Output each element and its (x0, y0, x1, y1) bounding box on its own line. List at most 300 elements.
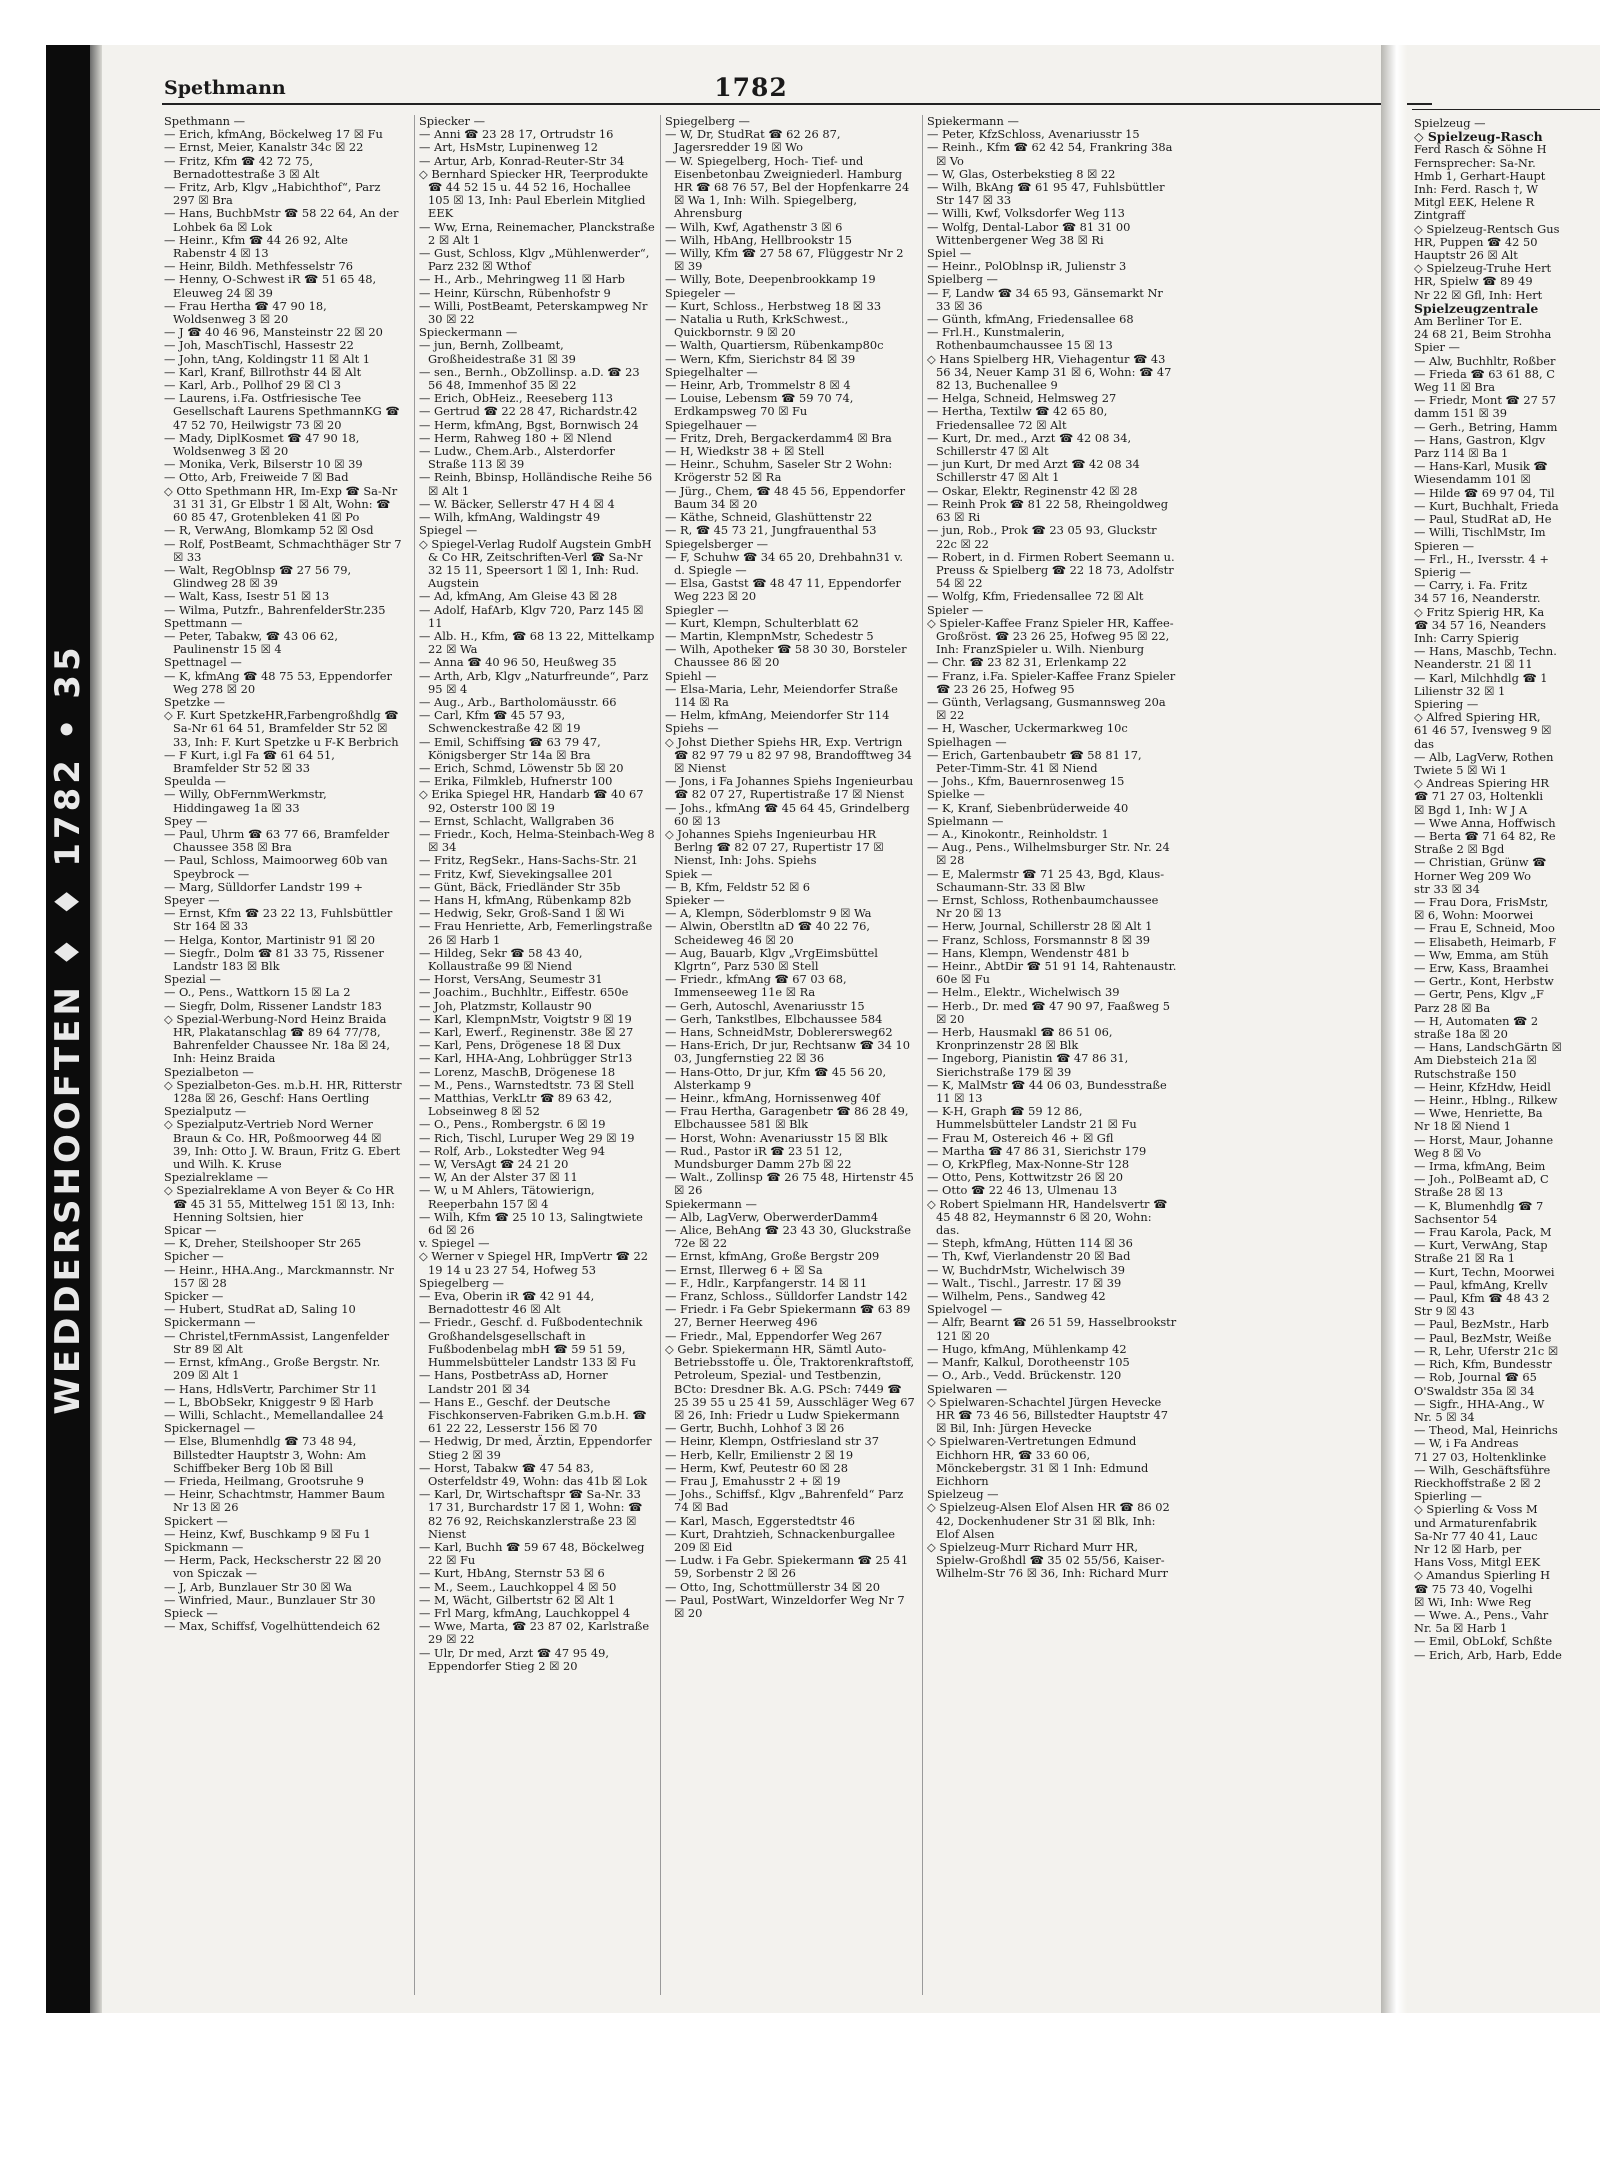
directory-entry: — Herb, Hausmakl ☎ 86 51 06, Kronprinzenstr 28 ☒ Blk (927, 1025, 1113, 1053)
directory-entry: Spieck — (164, 1605, 218, 1620)
directory-entry: — Willy, Kfm ☎ 27 58 67, Flüggestr Nr 2 ☒ 39 (665, 246, 904, 274)
directory-entry: — Kurt, HbAng, Sternstr 53 ☒ 6 (419, 1566, 605, 1581)
directory-entry: — Friedr., kfmAng ☎ 67 03 68, Immenseeweg 11e ☒ Ra (665, 972, 847, 1000)
directory-entry: — Erw, Kass, Braamhei (1414, 961, 1549, 975)
directory-entry: — Gertr, Pens, Klgv „F (1414, 987, 1544, 1002)
directory-entry: — Erich, Schmd, Löwenstr 5b ☒ 20 (419, 760, 624, 775)
directory-entry: — Ernst, Meier, Kanalstr 34c ☒ 22 (164, 140, 364, 155)
directory-entry: — Erich, ObHeiz., Reeseberg 113 (419, 391, 613, 406)
directory-entry: — Hilde ☎ 69 97 04, Til (1414, 485, 1555, 500)
directory-entry: — Heinr., Hblng., Rilkew (1414, 1093, 1558, 1108)
directory-entry: — Rud., Pastor iR ☎ 23 51 12, Mundsburger Damm 27b ☒ 22 (665, 1143, 852, 1172)
directory-entry: — Walt., Tischl., Jarrestr. 17 ☒ 39 (927, 1275, 1122, 1290)
directory-entry: — Herb, Kellr, Emilienstr 2 ☒ 19 (665, 1447, 854, 1462)
directory-entry: Rieckhoffstraße 2 ☒ 2 (1414, 1475, 1542, 1490)
directory-entry: — Gerh, Autoschl, Avenariusstr 15 (665, 998, 865, 1013)
directory-entry: — Frl.H., Kunstmalerin, Rothenbaumchaussee 15 ☒ 13 (927, 325, 1113, 353)
directory-entry: Straße 2 ☒ Bgd (1414, 842, 1505, 857)
directory-entry: Mitgl EEK, Helene R (1414, 195, 1535, 210)
directory-entry: — Willy, ObFernmWerkmstr, Hiddingaweg 1a ☒ 33 (164, 787, 327, 815)
directory-entry: — R, VerwAng, Blomkamp 52 ☒ Osd (164, 523, 374, 538)
directory-entry: — Gertr, Buchh, Lohhof 3 ☒ 26 (665, 1421, 845, 1436)
directory-entry: — Karl, Ewerf., Reginenstr. 38e ☒ 27 (419, 1025, 634, 1040)
directory-entry: — Joachim., Buchhltr., Eiffestr. 650e (419, 985, 629, 1000)
directory-entry: — F., Hdlr., Karpfangerstr. 14 ☒ 11 (665, 1275, 868, 1290)
directory-entry: — Helm., Elektr., Wichelwisch 39 (927, 985, 1120, 1000)
directory-entry: — Franz, i.Fa. Spieler-Kaffee Franz Spieler ☎ 23 26 25, Hofweg 95 (927, 668, 1176, 696)
directory-entry: ◇ Johst Diether Spiehs HR, Exp. Vertrign ☎ 82 97 79 u 82 97 98, Brandofftweg 34 ☒ Nienst (665, 736, 917, 776)
directory-entry: straße 18a ☒ 20 (1414, 1027, 1508, 1042)
directory-entry: damm 151 ☒ 39 (1414, 406, 1507, 421)
directory-entry: — Gust, Schloss, Klgv „Mühlenwerder“, Parz 232 ☒ Wthof (419, 246, 650, 274)
directory-entry: — Frau Hertha, Garagenbetr ☎ 86 28 49, Elbchaussee 581 ☒ Blk (665, 1104, 909, 1132)
directory-entry: Spetzke — (164, 694, 226, 709)
directory-entry: ◇ Fritz Spierig HR, Ka (1414, 606, 1600, 619)
page-number: 1782 (714, 73, 788, 102)
directory-entry: — Elsa, Gastst ☎ 48 47 11, Eppendorfer Weg 223 ☒ 20 (665, 576, 901, 604)
directory-entry: — Franz, Schloss., Sülldorfer Landstr 142 (665, 1289, 908, 1304)
directory-entry: — Günt, Bäck, Friedländer Str 35b (419, 879, 621, 894)
directory-entry: — Karl, Masch, Eggerstedtstr 46 (665, 1513, 855, 1528)
directory-entry: — Gerh., Betring, Hamm (1414, 419, 1558, 434)
directory-entry: ◇ Spezial-Werbung-Nord Heinz Braida HR, Plakatanschlag ☎ 89 64 77/78, Bahrenfelder Chaussee Nr. 18a ☒ 24, Inh: Heinz Braida (164, 1013, 402, 1066)
directory-entry: Spiekermann — (927, 115, 1019, 128)
directory-entry: — Joh, MaschTischl, Hassestr 22 (164, 338, 354, 353)
directory-entry: — Walt, Kass, Isestr 51 ☒ 13 (164, 589, 330, 604)
directory-entry: — Wwe, Henriette, Ba (1414, 1106, 1543, 1121)
directory-entry: ◇ Spezialreklame A von Beyer & Co HR ☎ 45 31 55, Mittelweg 151 ☒ 13, Inh: Henning Soltsien, hier (164, 1184, 402, 1224)
directory-entry: — R, ☎ 45 73 21, Jungfrauenthal 53 (665, 523, 877, 538)
directory-entry: Spielzeug — (927, 1487, 999, 1502)
directory-entry: Ferd Rasch & Söhne H (1414, 142, 1547, 157)
directory-entry: Str 9 ☒ 43 (1414, 1304, 1475, 1319)
directory-entry: — Ernst, kfmAng, Große Bergstr 209 (665, 1249, 880, 1264)
directory-entry: — Ernst, kfmAng., Große Bergstr. Nr. 209 ☒ Alt 1 (164, 1355, 381, 1383)
directory-entry: — Heinr., AbtDir ☎ 51 91 14, Rahtenaustr. 60e ☒ Fu (927, 959, 1177, 987)
directory-entry: — Anni ☎ 23 28 17, Ortrudstr 16 (419, 127, 614, 142)
directory-entry: — Hans-Erich, Dr jur, Rechtsanw ☎ 34 10 03, Jungfernstieg 22 ☒ 36 (665, 1038, 910, 1066)
directory-entry: — Hans, Klempn, Wendenstr 481 b (927, 945, 1130, 960)
directory-entry: — Erich, Gartenbaubetr ☎ 58 81 17, Peter-Timm-Str. 41 ☒ Niend (927, 747, 1142, 775)
directory-entry: — jun Kurt, Dr med Arzt ☎ 42 08 34 Schillerstr 47 ☒ Alt 1 (927, 457, 1140, 485)
directory-entry: — Otto, Arb, Freiweide 7 ☒ Bad (164, 470, 349, 485)
directory-entry: ◇ Andreas Spiering HR (1414, 777, 1600, 790)
directory-entry: — L, BbObSekr, Kniggestr 9 ☒ Harb (164, 1394, 374, 1409)
directory-entry: — Heinr, Kürschn, Rübenhofstr 9 (419, 285, 611, 300)
directory-entry: — Herm, Rahweg 180 + ☒ Nlend (419, 430, 612, 445)
directory-entry: — W, VersAgt ☎ 24 21 20 (419, 1157, 569, 1172)
directory-entry: ◇ Spiegel-Verlag Rudolf Augstein GmbH & Co HR, Zeitschriften-Verl ☎ Sa-Nr 32 15 11, Speersort 1 ☒ 1, Inh: Rud. Augstein (419, 538, 655, 591)
directory-entry: — Matthias, VerkLtr ☎ 89 63 42, Lobseinweg 8 ☒ 52 (419, 1091, 613, 1119)
directory-entry: — Marg, Sülldorfer Landstr 199 + (164, 879, 363, 894)
directory-entry: — W, Dr, StudRat ☎ 62 26 87, Jagersredder 19 ☒ Wo (665, 127, 841, 155)
directory-entry: — Heinr, Arb, Trommelstr 8 ☒ 4 (665, 378, 851, 393)
column-5 (1414, 117, 1600, 1997)
directory-entry: — Berta ☎ 71 64 82, Re (1414, 828, 1556, 843)
directory-entry: Spiel — (927, 246, 972, 261)
directory-entry: Spielberg — (927, 272, 998, 287)
directory-entry: — Alb, LagVerw, OberwerderDamm4 (665, 1209, 879, 1224)
directory-entry: Spieker — (665, 892, 725, 907)
directory-entry: — Johs., Kfm, Bauernrosenweg 15 (927, 774, 1125, 789)
directory-entry: ☎ 34 57 16, Neanders (1414, 617, 1546, 632)
directory-entry: — Alw, Buchhltr, Roßber (1414, 353, 1556, 368)
directory-entry: — Friedr., Koch, Helma-Steinbach-Weg 8 ☒ 34 (419, 826, 655, 855)
directory-entry: — Wolfg, Kfm, Friedensallee 72 ☒ Alt (927, 589, 1144, 604)
directory-entry: Spiecker — (419, 115, 485, 128)
directory-entry: — Karl, KlempnMstr, Voigtstr 9 ☒ 19 (419, 1011, 632, 1026)
directory-entry: Lilienstr 32 ☒ 1 (1414, 683, 1506, 698)
directory-entry: — Fritz, Kfm ☎ 42 72 75, Bernadottestraße 3 ☒ Alt (164, 153, 320, 181)
directory-entry: — Aug., Arb., Bartholomäusstr. 66 (419, 694, 617, 709)
directory-entry: — Alb, LagVerw, Rothen (1414, 749, 1554, 764)
directory-entry: Nr. 5a ☒ Harb 1 (1414, 1621, 1508, 1636)
directory-entry: — H, Wascher, Uckermarkweg 10c (927, 721, 1128, 736)
directory-entry: ◇ Hans Spielberg HR, Viehagentur ☎ 43 56 34, Neuer Kamp 31 ☒ 6, Wohn: ☎ 47 82 13, Buchenallee 9 (927, 353, 1177, 393)
directory-entry: — F, Landw ☎ 34 65 93, Gänsemarkt Nr 33 ☒ 36 (927, 285, 1163, 313)
directory-entry: — Hans H, kfmAng, Rübenkamp 82b (419, 892, 632, 907)
directory-entry: ◇ Spieler-Kaffee Franz Spieler HR, Kaffee-Großröst. ☎ 23 26 25, Hofweg 95 ☒ 22, Inh: FranzSpieler u. Wilh. Nienburg (927, 617, 1177, 657)
directory-entry: Spezialbeton — (164, 1064, 254, 1079)
directory-entry: Spielvogel — (927, 1302, 1003, 1317)
directory-entry: — Friedr., Mal, Eppendorfer Weg 267 (665, 1328, 883, 1343)
directory-entry: Am Diebsteich 21a ☒ (1414, 1053, 1537, 1068)
directory-entry: — Wilh, kfmAng, Waldingstr 49 (419, 510, 601, 525)
directory-entry: — A., Kinokontr., Reinholdstr. 1 (927, 826, 1109, 841)
directory-entry: — Ulr, Dr med, Arzt ☎ 47 95 49, Eppendorfer Stieg 2 ☒ 20 (419, 1645, 609, 1673)
directory-entry: — Kurt, Klempn, Schulterblatt 62 (665, 615, 859, 630)
directory-entry: — Hans-Otto, Dr jur, Kfm ☎ 45 56 20, Alsterkamp 9 (665, 1064, 887, 1092)
directory-entry: Spezialreklame — (164, 1170, 268, 1185)
directory-entry: — Helga, Kontor, Martinistr 91 ☒ 20 (164, 932, 375, 947)
directory-entry: Spiegelberg — (665, 115, 750, 128)
directory-entry: Inh: Ferd. Rasch †, W (1414, 182, 1539, 197)
directory-entry: — O., Pens., Rombergstr. 6 ☒ 19 (419, 1117, 606, 1132)
directory-entry: ◇ Werner v Spiegel HR, ImpVertr ☎ 22 19 14 u 23 27 54, Hofweg 53 (419, 1250, 655, 1276)
directory-entry: und Armaturenfabrik (1414, 1515, 1537, 1530)
directory-entry: ◇ F. Kurt SpetzkeHR,Farbengroßhdlg ☎ Sa-Nr 61 64 51, Bramfelder Str 52 ☒ 33, Inh: F. Kurt Spetzke u F-K Berbrich (164, 709, 402, 749)
directory-entry: — Hedwig, Sekr, Groß-Sand 1 ☒ Wi (419, 906, 625, 921)
book-spine (46, 45, 90, 2013)
directory-entry: — Erich, Arb, Harb, Edde (1414, 1647, 1562, 1662)
directory-entry: — Wilh, Apotheker ☎ 58 30 30, Borsteler Chaussee 86 ☒ 20 (665, 642, 907, 670)
directory-entry: ◇ Spielzeug-Alsen Elof Alsen HR ☎ 86 02 42, Dockenhudener Str 31 ☒ Blk, Inh: Elof Alsen (927, 1501, 1177, 1541)
directory-entry: — Günth, Verlagsang, Gusmannsweg 20a ☒ 22 (927, 694, 1166, 723)
directory-entry: — Christian, Grünw ☎ (1414, 855, 1547, 870)
directory-entry: ◇ Spielwaren-Schachtel Jürgen Hevecke HR ☎ 73 46 56, Billstedter Hauptstr 47 ☒ Bil, Inh: Jürgen Hevecke (927, 1396, 1177, 1436)
directory-entry: — Kurt, Techn, Moorwei (1414, 1264, 1555, 1279)
directory-entry: Spiegelhalter — (665, 364, 758, 379)
directory-entry: — Erika, Filmkleb, Hufnerstr 100 (419, 774, 613, 789)
directory-entry: — Lorenz, MaschB, Drögenese 18 (419, 1064, 616, 1079)
directory-entry: — jun, Rob., Prok ☎ 23 05 93, Gluckstr 22c ☒ 22 (927, 523, 1157, 551)
directory-entry: — Fritz, Dreh, Bergackerdamm4 ☒ Bra (665, 430, 892, 445)
directory-entry: — Walth, Quartiersm, Rübenkamp80c (665, 338, 884, 353)
directory-entry: — Wern, Kfm, Sierichstr 84 ☒ 39 (665, 351, 856, 366)
directory-entry: — Hans, HdlsVertr, Parchimer Str 11 (164, 1381, 378, 1396)
directory-entry: Spezial — (164, 972, 221, 987)
directory-entry: Sachsentor 54 (1414, 1211, 1498, 1226)
directory-entry: — Joh, Platzmstr, Kollaustr 90 (419, 998, 592, 1013)
directory-entry: — Winfried, Maur., Bunzlauer Str 30 (164, 1592, 376, 1607)
directory-entry: — Horst, Wohn: Avenariusstr 15 ☒ Blk (665, 1130, 888, 1145)
directory-entry: — Martin, KlempnMstr, Schedestr 5 (665, 628, 874, 643)
directory-entry: ◇ Alfred Spiering HR, (1414, 711, 1600, 724)
directory-entry: Spiegel — (419, 523, 478, 538)
spine-shadow (90, 45, 102, 2013)
directory-entry: — H, Automaten ☎ 2 (1414, 1013, 1539, 1028)
directory-entry: — K, Kranf, Siebenbrüderweide 40 (927, 800, 1129, 815)
directory-entry: — Art, HsMstr, Lupinenweg 12 (419, 140, 598, 155)
directory-entry: — Sigfr., HHA-Ang., W (1414, 1396, 1545, 1411)
directory-entry: ◇ Spielzeug-Rasch (1414, 130, 1600, 143)
directory-entry: Zintgraff (1414, 208, 1466, 223)
page-gutter (1381, 45, 1407, 2013)
directory-entry: — Frau E, Schneid, Moo (1414, 921, 1555, 936)
directory-entry: Parz 28 ☒ Ba (1414, 1000, 1491, 1015)
directory-entry: — Willi, TischlMstr, Im (1414, 525, 1546, 540)
directory-entry: ◇ Otto Spethmann HR, Im-Exp ☎ Sa-Nr 31 31 31, Gr Elbstr 1 ☒ Alt, Wohn: ☎ 60 85 47, Grotenbleken 41 ☒ Po (164, 485, 402, 525)
directory-entry: — K-H, Graph ☎ 59 12 86, Hummelsbütteler Landstr 21 ☒ Fu (927, 1104, 1137, 1132)
directory-entry: Am Berliner Tor E. (1414, 314, 1523, 329)
directory-entry: Spielzeugzentrale (1414, 300, 1539, 316)
directory-entry: — Wwe Anna, Hoffwisch (1414, 815, 1556, 830)
directory-entry: — W, BuchdrMstr, Wichelwisch 39 (927, 1262, 1125, 1277)
directory-entry: Spieler — (927, 602, 984, 617)
directory-entry: ☒ 6, Wohn: Moorwei (1414, 908, 1534, 923)
directory-entry: — Joh., PolBeamt aD, C (1414, 1172, 1549, 1187)
directory-entry: ◇ Spezialputz-Vertrieb Nord Werner Braun & Co. HR, Poßmoorweg 44 ☒ 39, Inh: Otto J. W. Braun, Fritz G. Ebert und Wilh. K. Kruse (164, 1118, 402, 1171)
column-3 (660, 115, 917, 1995)
directory-entry: — Hans, PostbetrAss aD, Horner Landstr 201 ☒ 34 (419, 1368, 608, 1396)
directory-entry: — Heinr, KfzHdw, Heidl (1414, 1079, 1551, 1094)
directory-entry: — Paul, StudRat aD, He (1414, 512, 1552, 527)
directory-entry: — Gertrud ☎ 22 28 47, Richardstr.42 (419, 404, 638, 419)
directory-entry: Inh: Carry Spierig (1414, 630, 1519, 645)
directory-entry: — Ludw. i Fa Gebr. Spiekermann ☎ 25 41 59, Sorbenstr 2 ☒ 26 (665, 1553, 909, 1581)
directory-entry: — Hans, Maschb, Techn. (1414, 644, 1557, 659)
directory-entry: ☒ Bgd 1, Inh: W J A (1414, 802, 1528, 817)
directory-entry: — K, kfmAng ☎ 48 75 53, Eppendorfer Weg 278 ☒ 20 (164, 668, 392, 696)
directory-entry: Spezialputz — (164, 1104, 247, 1119)
directory-entry: — Rich, Kfm, Bundesstr (1414, 1357, 1552, 1372)
directory-entry: — Heinr., HHA.Ang., Marckmannstr. Nr 157 ☒ 28 (164, 1262, 394, 1290)
directory-entry: — Herm, kfmAng, Bgst, Bornwisch 24 (419, 417, 639, 432)
directory-entry: Spieren — (1414, 538, 1475, 553)
directory-entry: ◇ Spierling & Voss M (1414, 1503, 1600, 1516)
directory-entry: Spieckermann — (419, 325, 518, 340)
directory-entry: Spiering — (1414, 696, 1479, 711)
directory-entry: — Natalia u Ruth, KrkSchwest., Quickbornstr. 9 ☒ 20 (665, 312, 849, 340)
directory-entry: — Horst, Tabakw ☎ 47 54 83, Osterfeldstr 49, Wohn: das 41b ☒ Lok (419, 1460, 648, 1488)
directory-entry: — Kurt, VerwAng, Stap (1414, 1238, 1548, 1253)
directory-entry: — Ernst, Kfm ☎ 23 22 13, Fuhlsbüttler Str 164 ☒ 33 (164, 906, 393, 934)
directory-entry: — Kurt, Dr. med., Arzt ☎ 42 08 34, Schillerstr 47 ☒ Alt (927, 430, 1132, 459)
directory-entry: — Paul, PostWart, Winzeldorfer Weg Nr 7 ☒ 20 (665, 1592, 905, 1620)
directory-entry: — Käthe, Schneid, Glashüttenstr 22 (665, 510, 873, 525)
directory-entry: — Karl, Arb., Pollhof 29 ☒ Cl 3 (164, 378, 342, 393)
directory-entry: — Alwin, Oberstltn aD ☎ 40 22 76, Scheideweg 46 ☒ 20 (665, 919, 870, 947)
directory-entry: Twiete 5 ☒ Wi 1 (1414, 762, 1507, 777)
directory-entry: HR, Spielw ☎ 89 49 (1414, 274, 1533, 289)
directory-entry: — Wolfg, Dental-Labor ☎ 81 31 00 Wittenbergener Weg 38 ☒ Ri (927, 219, 1131, 247)
directory-entry: — Elsa-Maria, Lehr, Meiendorfer Straße 114 ☒ Ra (665, 681, 898, 709)
directory-entry: — Ernst, Schlacht, Wallgraben 36 (419, 813, 615, 828)
directory-entry: — Rolf, Arb., Lokstedter Weg 94 (419, 1143, 606, 1158)
directory-entry: — Walt, RegOblnsp ☎ 27 56 79, Glindweg 28 ☒ 39 (164, 562, 352, 591)
header-rule (162, 103, 1432, 105)
directory-entry: — Herm, Pack, Heckscherstr 22 ☒ 20 von Spiczak — (164, 1553, 382, 1581)
directory-entry: ☎ 75 73 40, Vogelhi (1414, 1581, 1533, 1596)
directory-entry: — Karl, Kranf, Billrothstr 44 ☒ Alt (164, 364, 362, 379)
directory-entry: — Louise, Lebensm ☎ 59 70 74, Erdkampsweg 70 ☒ Fu (665, 391, 854, 419)
directory-entry: ◇ Gebr. Spiekermann HR, Sämtl Auto-Betriebsstoffe u. Öle, Traktorenkraftstoff, Petroleum, Spezial- und Testbenzin, BCto: Dresdner Bk. A.G. PSch: 7449 ☎ 25 39 55 u 25 41 59, Ausschläger Weg 67 ☒ 26, Inh: Friedr u Ludw Spiekermann (665, 1343, 917, 1422)
directory-entry: Nr 12 ☒ Harb, per (1414, 1541, 1522, 1556)
directory-entry: — E, Malermstr ☎ 71 25 43, Bgd, Klaus-Schaumann-Str. 33 ☒ Blw (927, 866, 1165, 894)
directory-entry: — Anna ☎ 40 96 50, Heußweg 35 (419, 655, 617, 670)
directory-entry: 61 46 57, Ivensweg 9 ☒ (1414, 723, 1552, 738)
directory-entry: Hauptstr 26 ☒ Alt (1414, 248, 1518, 263)
directory-entry: Weg 8 ☒ Vo (1414, 1145, 1482, 1160)
directory-entry: — sen., Bernh., ObZollinsp. a.D. ☎ 23 56 48, Immenhof 35 ☒ 22 (419, 364, 640, 393)
directory-entry: — Helga, Schneid, Helmsweg 27 (927, 391, 1117, 406)
directory-entry: — Laurens, i.Fa. Ostfriesische Tee Gesellschaft Laurens SpethmannKG ☎ 47 52 70, Heilwigstr 73 ☒ 20 (164, 391, 400, 432)
directory-entry: — Frau J, Emahusstr 2 + ☒ 19 (665, 1473, 841, 1488)
directory-entry: Spiekermann — (665, 1196, 757, 1211)
directory-entry: — Henny, O-Schwest iR ☎ 51 65 48, Eleuweg 24 ☒ 39 (164, 272, 377, 300)
directory-entry: — Gertr., Kont, Herbstw (1414, 974, 1554, 989)
directory-entry: — Reinh, Bbinsp, Holländische Reihe 56 ☒ Alt 1 (419, 470, 653, 498)
directory-entry: — M., Pens., Warnstedtstr. 73 ☒ Stell (419, 1077, 635, 1092)
directory-entry: Spiegler — (665, 602, 729, 617)
directory-entry: — Aug., Pens., Wilhelmsburger Str. Nr. 24 ☒ 28 (927, 840, 1170, 868)
directory-entry: Spickernagel — (164, 1421, 256, 1436)
directory-entry: — Herw, Journal, Schillerstr 28 ☒ Alt 1 (927, 919, 1153, 934)
directory-entry: — Theod, Mal, Heinrichs (1414, 1423, 1558, 1438)
directory-entry: Spiegelhauer — (665, 417, 757, 432)
directory-entry: — Robert, in d. Firmen Robert Seemann u. Preuss & Spielberg ☎ 22 18 73, Adolfstr 54 ☒ 22 (927, 549, 1175, 591)
directory-entry: Spielzeug — (1414, 117, 1486, 130)
directory-entry: — Ww, Erna, Reinemacher, Planckstraße 2 ☒ Alt 1 (419, 219, 655, 247)
directory-entry: — Christel,tFernmAssist, Langenfelder Str 89 ☒ Alt (164, 1328, 390, 1356)
directory-entry: — F Kurt, i.gl Fa ☎ 61 64 51, Bramfelder Str 52 ☒ 33 (164, 747, 335, 775)
directory-entry: Spicker — (164, 1289, 224, 1304)
directory-entry: — J, Arb, Bunzlauer Str 30 ☒ Wa (164, 1579, 352, 1594)
directory-entry: — Ernst, Illerweg 6 + ☒ Sa (665, 1262, 823, 1277)
directory-entry: — Wilh, HbAng, Hellbrookstr 15 (665, 232, 852, 247)
directory-entry: — Hugo, kfmAng, Mühlenkamp 42 (927, 1341, 1127, 1356)
directory-entry: — W, u M Ahlers, Tätowierign, Reeperbahn 157 ☒ 4 (419, 1183, 595, 1211)
directory-entry: — Emil, Schiffsing ☎ 63 79 47, Königsberger Str 14a ☒ Bra (419, 734, 601, 762)
directory-entry: — Hertha, Textilw ☎ 42 65 80, Friedensallee 72 ☒ Alt (927, 404, 1108, 432)
directory-entry: das (1414, 736, 1434, 751)
directory-entry: 34 57 16, Neanderstr. (1414, 591, 1541, 606)
directory-entry: Speulda — (164, 774, 226, 789)
directory-entry: — Arth, Arb, Klgv „Naturfreunde“, Parz 95 ☒ 4 (419, 668, 649, 696)
directory-entry: — Heinr., Schuhm, Saseler Str 2 Wohn: Krögerstr 52 ☒ Ra (665, 457, 893, 485)
directory-entry: — Peter, KfzSchloss, Avenariusstr 15 (927, 127, 1140, 142)
directory-entry: — Paul, Schloss, Maimoorweg 60b van Speybrock — (164, 853, 388, 881)
directory-entry: — Heinr., kfmAng, Hornissenweg 40f (665, 1091, 880, 1106)
column-4 (922, 115, 1177, 1995)
directory-entry: ◇ Spielzeug-Murr Richard Murr HR, Spielw-Großhdl ☎ 35 02 55/56, Kaiser-Wilhelm-Str 76 ☒ 36, Inh: Richard Murr (927, 1541, 1177, 1581)
directory-entry: — Emil, ObLokf, Schßte (1414, 1634, 1553, 1649)
directory-entry: — Max, Schiffsf, Vogelhüttendeich 62 (164, 1619, 381, 1634)
directory-entry: Spier — (1414, 340, 1460, 355)
directory-entry: — Else, Blumenhdlg ☎ 73 48 94, Billstedter Hauptstr 3, Wohn: Am Schiffbeker Berg 10b ☒ Bill (164, 1434, 366, 1475)
directory-entry: — M., Seem., Lauchkoppel 4 ☒ 50 (419, 1579, 617, 1594)
directory-entry: — Monika, Verk, Bilserstr 10 ☒ 39 (164, 457, 363, 472)
directory-entry: Spielhagen — (927, 734, 1007, 749)
directory-entry: — Rolf, PostBeamt, Schmachthäger Str 7 ☒ 33 (164, 536, 402, 564)
directory-entry: — Erich, kfmAng, Böckelweg 17 ☒ Fu (164, 127, 383, 142)
directory-entry: — Hans, SchneidMstr, Doblerersweg62 (665, 1025, 893, 1040)
directory-entry: — Otto, Pens, Kottwitzstr 26 ☒ 20 (927, 1170, 1124, 1185)
directory-entry: ◇ Spielzeug-Rentsch Gus (1414, 223, 1600, 236)
directory-entry: ◇ Johannes Spiehs Ingenieurbau HR Berlng ☎ 82 07 27, Rupertistr 17 ☒ Nienst, Inh: Johs. Spiehs (665, 828, 917, 868)
directory-entry: — Kurt, Drahtzieh, Schnackenburgallee 209 ☒ Eid (665, 1526, 896, 1554)
directory-entry: — Ingeborg, Pianistin ☎ 47 86 31, Sierichstraße 179 ☒ 39 (927, 1051, 1129, 1079)
directory-entry: — O., Arb., Vedd. Brückenstr. 120 (927, 1368, 1122, 1383)
directory-entry: — Paul, Kfm ☎ 48 43 2 (1414, 1291, 1550, 1306)
directory-entry: — Ww, Emma, am Stüh (1414, 947, 1549, 962)
directory-entry: — Frau Hertha ☎ 47 90 18, Woldsenweg 3 ☒ 20 (164, 298, 327, 327)
directory-entry: — Johs., kfmAng ☎ 45 64 45, Grindelberg 60 ☒ 13 (665, 800, 910, 828)
directory-entry: — Frau Henriette, Arb, Femerlingstraße 26 ☒ Harb 1 (419, 919, 653, 947)
directory-entry: — Frl., H., Iversstr. 4 + (1414, 551, 1549, 566)
directory-entry: — Heinr., PolOblnsp iR, Julienstr 3 (927, 259, 1127, 274)
directory-entry: — Willy, Bote, Deepenbrookkamp 19 (665, 272, 876, 287)
directory-entry: — Wilh, BkAng ☎ 61 95 47, Fuhlsbüttler Str 147 ☒ 33 (927, 180, 1165, 208)
directory-entry: — Herm, Kwf, Peutestr 60 ☒ 28 (665, 1460, 848, 1475)
directory-entry: — Eva, Oberin iR ☎ 42 91 44, Bernadottestr 46 ☒ Alt (419, 1289, 595, 1317)
directory-entry: Spierling — (1414, 1489, 1482, 1504)
directory-entry: — Frau M, Ostereich 46 + ☒ Gfl (927, 1130, 1114, 1145)
directory-entry: — Reinh Prok ☎ 81 22 58, Rheingoldweg 63 ☒ Ri (927, 496, 1169, 525)
directory-entry: — Otto ☎ 22 46 13, Ulmenau 13 (927, 1183, 1118, 1198)
directory-entry: Sa-Nr 77 40 41, Lauc (1414, 1528, 1538, 1543)
directory-entry: — Wwe. A., Pens., Vahr (1414, 1607, 1549, 1622)
column-2 (414, 115, 655, 1995)
directory-entry: Spiehl — (665, 668, 717, 683)
directory-entry: ◇ Spezialbeton-Ges. m.b.H. HR, Ritterstr 128a ☒ 26, Geschf: Hans Oertling (164, 1079, 402, 1105)
directory-entry: — Wilh, Kfm ☎ 25 10 13, Salingtwiete 6d ☒ 26 (419, 1209, 643, 1238)
directory-entry: Speyer — (164, 892, 220, 907)
directory-entry: — B, Kfm, Feldstr 52 ☒ 6 (665, 879, 811, 894)
directory-entry: — Ernst, Schloss, Rothenbaumchaussee Nr 20 ☒ 13 (927, 892, 1159, 921)
directory-entry: — Elisabeth, Heimarb, F (1414, 934, 1557, 949)
directory-entry: — Wilh, Geschäftsführe (1414, 1462, 1551, 1477)
directory-entry: Spickert — (164, 1513, 228, 1528)
directory-entry: Nr 22 ☒ Gfl, Inh: Hert (1414, 287, 1543, 302)
directory-entry: Spicher — (164, 1249, 224, 1264)
directory-entry: — Jürg., Chem, ☎ 48 45 56, Eppendorfer Baum 34 ☒ 20 (665, 483, 906, 511)
directory-entry: Spierig — (1414, 564, 1471, 579)
directory-entry: Hans Voss, Mitgl EEK (1414, 1555, 1541, 1570)
directory-entry: str 33 ☒ 34 (1414, 881, 1480, 896)
directory-entry: Nr. 5 ☒ 34 (1414, 1409, 1475, 1424)
directory-entry: — F, Schuhw ☎ 34 65 20, Drehbahn31 v. d. Spiegle — (665, 549, 903, 577)
right-header-rule (1412, 109, 1600, 110)
directory-entry: — H., Arb., Mehringweg 11 ☒ Harb (419, 272, 625, 287)
directory-entry: — Heinr, Bildh. Methfesselstr 76 (164, 259, 353, 274)
directory-entry: — Hildeg, Sekr ☎ 58 43 40, Kollaustraße 99 ☒ Niend (419, 945, 583, 973)
directory-entry: — Fritz, RegSekr., Hans-Sachs-Str. 21 (419, 853, 639, 868)
directory-entry: — Jons, i Fa Johannes Spiehs Ingenieurbau ☎ 82 07 27, Rupertistraße 17 ☒ Nienst (665, 774, 914, 802)
directory-entry: — K, Blumenhdlg ☎ 7 (1414, 1198, 1544, 1213)
directory-entry: Straße 28 ☒ 13 (1414, 1185, 1504, 1200)
directory-entry: — Gerh, Tankstlbes, Elbchaussee 584 (665, 1011, 883, 1026)
